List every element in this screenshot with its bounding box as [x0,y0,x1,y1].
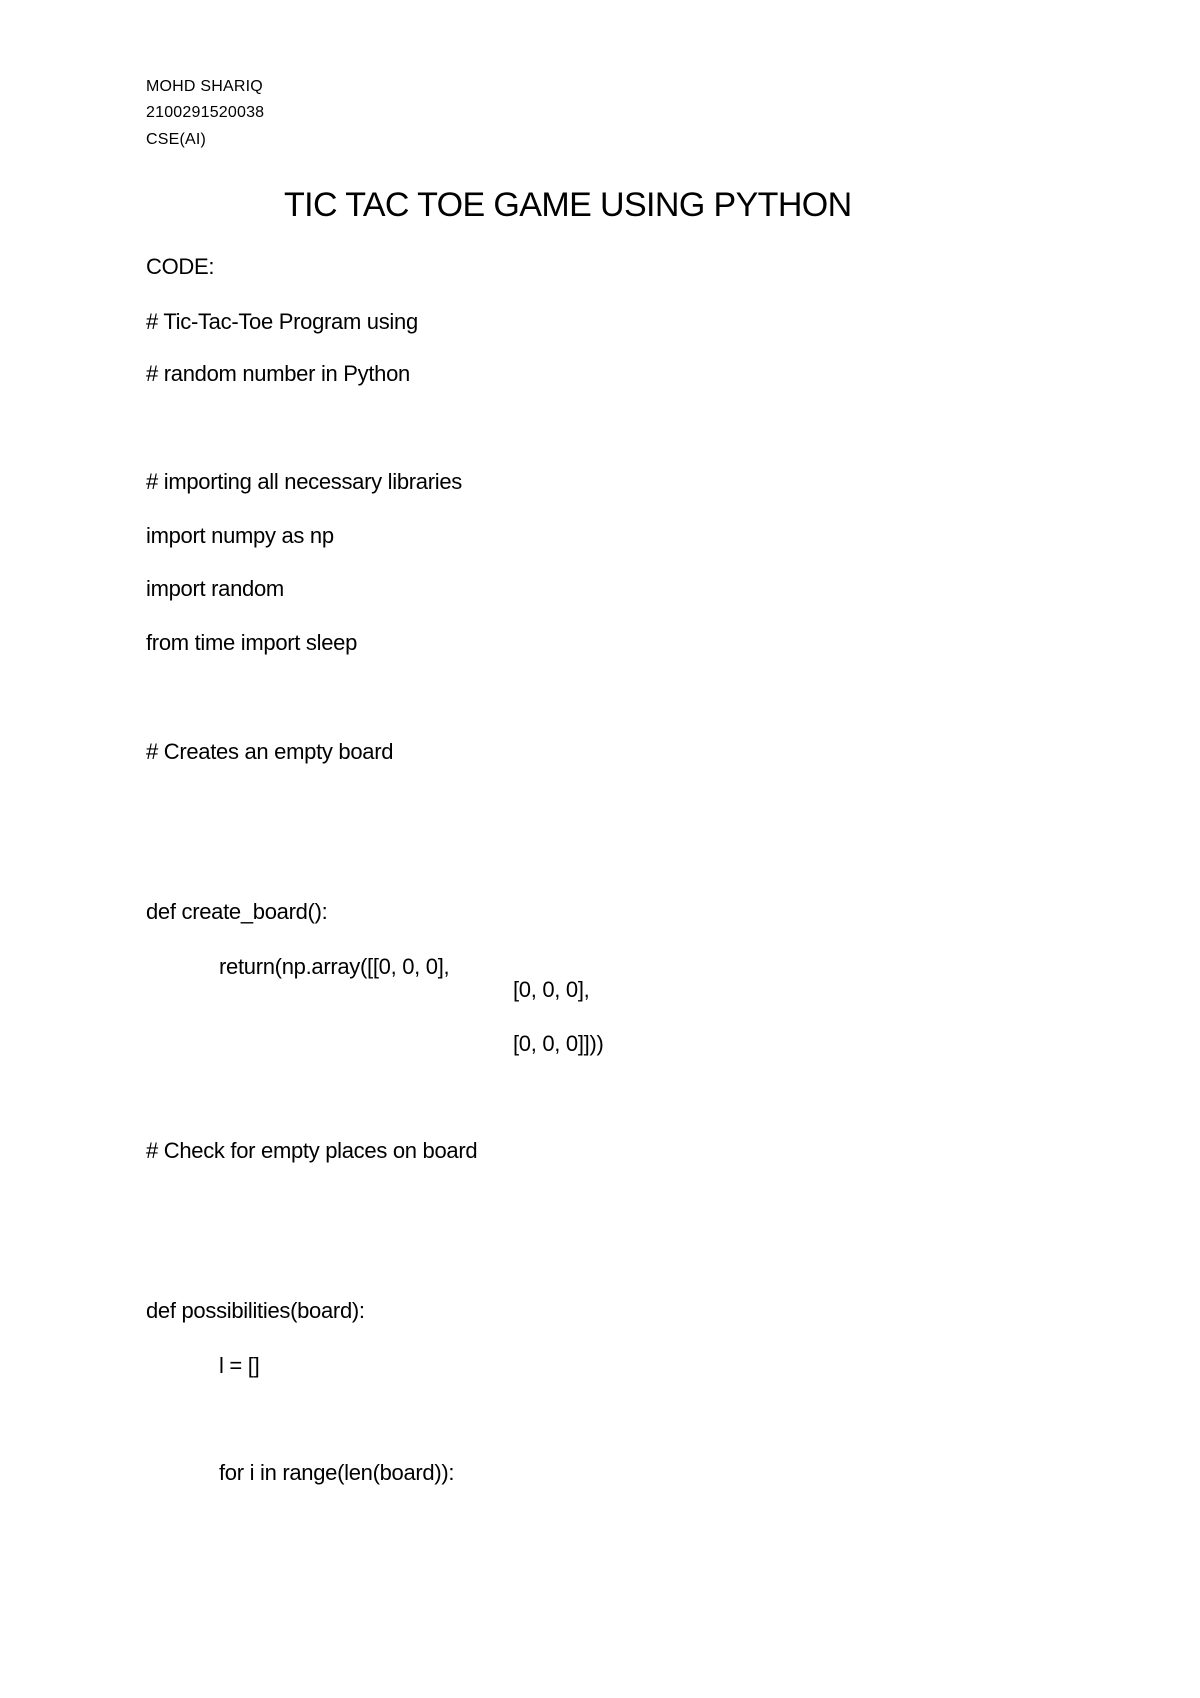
code-line: # importing all necessary libraries [146,469,462,494]
code-line: def create_board(): [146,899,328,924]
code-line: [0, 0, 0]])) [513,1031,604,1056]
roll-number: 2100291520038 [146,104,265,121]
code-line: return(np.array([[0, 0, 0], [219,954,450,979]
author-name: MOHD SHARIQ [146,78,263,95]
code-line: # Creates an empty board [146,739,394,764]
code-label: CODE: [146,254,215,279]
code-line: from time import sleep [146,630,358,655]
code-line: # random number in Python [146,361,410,386]
code-line: for i in range(len(board)): [219,1460,455,1485]
code-line: import random [146,576,284,601]
code-line: def possibilities(board): [146,1298,365,1323]
code-line: l = [] [219,1353,260,1378]
code-line: [0, 0, 0], [513,977,590,1002]
code-line: # Tic-Tac-Toe Program using [146,309,418,334]
page-title: TIC TAC TOE GAME USING PYTHON [284,186,852,224]
code-line: # Check for empty places on board [146,1138,478,1163]
code-line: import numpy as np [146,523,334,548]
branch: CSE(AI) [146,131,207,148]
